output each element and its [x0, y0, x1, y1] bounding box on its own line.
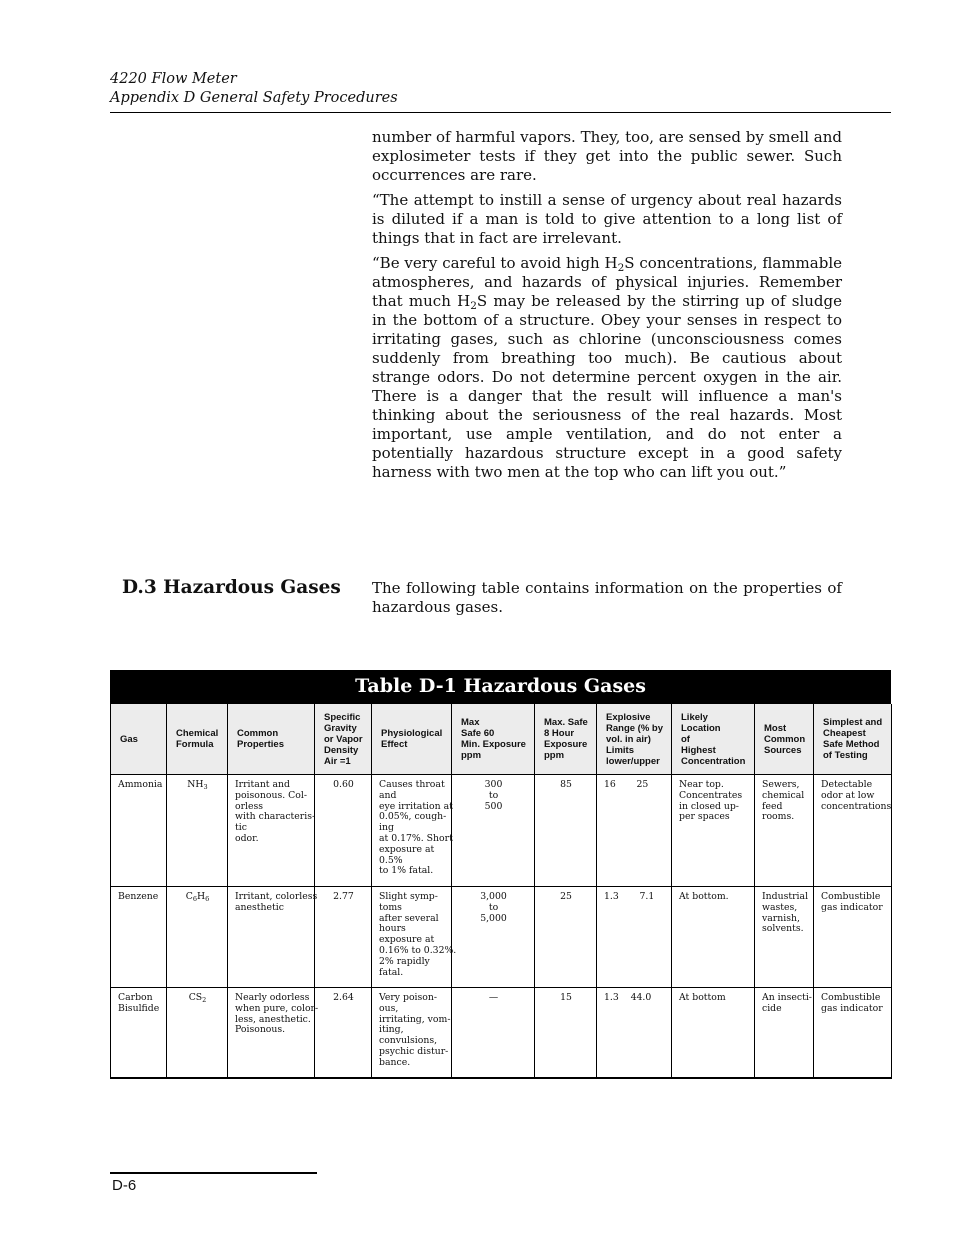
- cell-line: Specific: [324, 711, 361, 723]
- section-heading: D.3 Hazardous Gases: [122, 577, 341, 598]
- cell-gravity: 2.77: [315, 887, 372, 988]
- cell-explosive: 16 25: [597, 775, 672, 887]
- cell-line: vol. in air): [606, 733, 651, 745]
- cell-line: Nearly odorless: [235, 992, 310, 1003]
- hazardous-gases-table: [110, 670, 891, 1079]
- cell-line: Irritant, colorless: [235, 891, 318, 902]
- cell-max-60: [452, 775, 535, 887]
- table-row: [111, 988, 892, 1079]
- cell-line: Combustible: [821, 992, 881, 1003]
- cell-line: Cheapest: [823, 728, 866, 739]
- table-row: [111, 775, 892, 887]
- cell-line: per spaces: [679, 811, 730, 823]
- cell-line: feed: [762, 800, 783, 812]
- cell-line: Near top.: [679, 779, 724, 790]
- cell-line: Likely: [681, 711, 708, 723]
- paragraph-3: “Be very careful to avoid high $H_2S$ concentrations, flammable atmospheres, and hazards of physical injuries. Remember that much $H_2S$ may be released by the stirring up of sludge in the bottom of a structure. Obey your senses in respect to irritating gases, such as chlorine (unconsciousness comes suddenly from breathing too much). Be cautious about strange odors. Do not determine percent oxygen in the air. There is a danger that the result will influence a man's thinking about the seriousness of the real hazards. Most important, use ample ventilation, and do not enter a potentially hazardous structure except in a good safety harness with two men at the top who can lift you out.”: [372, 254, 842, 481]
- cell-line: to 1% fatal.: [379, 865, 434, 877]
- cell-line: 0.5%: [379, 854, 403, 866]
- cell-line: poisonous. Col-: [235, 789, 307, 801]
- cell-line: ppm: [544, 750, 565, 761]
- header-testing-method: [814, 704, 892, 775]
- cell-line: Limits: [606, 744, 634, 756]
- cell-line: varnish,: [762, 912, 800, 924]
- cell-sources: [755, 887, 814, 988]
- cell-line: Explosive: [606, 711, 651, 723]
- cell-location: [672, 887, 755, 988]
- cell-line: chemical: [762, 789, 805, 801]
- cell-line: Gas: [120, 733, 138, 745]
- header-gas: [111, 704, 167, 775]
- paragraph-2: “The attempt to instill a sense of urgency about real hazards is diluted if a man is told to give attention to a long list of things that in fact are irrelevant.: [372, 191, 842, 247]
- cell-line: exposure at: [379, 934, 435, 946]
- cell-location: [672, 988, 755, 1079]
- cell-explosive: 1.3 7.1: [597, 887, 672, 988]
- cell-line: Concentrates: [679, 789, 743, 801]
- cell-properties: [228, 887, 318, 988]
- cell-effect: [372, 988, 452, 1079]
- cell-max-8: 85: [535, 775, 597, 887]
- cell-gas: [111, 775, 167, 887]
- cell-line: at 0.17%. Short: [379, 832, 453, 844]
- cell-line: Range (% by: [606, 722, 664, 734]
- cell-sources: [755, 775, 814, 887]
- header-likely-location: [672, 704, 755, 775]
- cell-line: solvents.: [762, 923, 804, 935]
- cell-line: Max: [461, 717, 480, 728]
- cell-max-8: 25: [535, 887, 597, 988]
- cell-line: Industrial: [762, 891, 809, 902]
- cell-line: rooms.: [762, 811, 795, 823]
- cell-line: Effect: [381, 739, 408, 750]
- cell-line: gas indicator: [821, 1002, 883, 1014]
- cell-line: 300: [484, 779, 503, 790]
- cell-line: Max. Safe: [544, 717, 588, 728]
- cell-line: Irritant and: [235, 779, 290, 790]
- cell-properties: [228, 988, 319, 1079]
- table-title: Table D-1 Hazardous Gases: [110, 670, 891, 704]
- cell-line: tic: [235, 822, 247, 834]
- cell-max-8: 15: [535, 988, 597, 1079]
- cell-line: Concentration: [681, 755, 746, 767]
- cell-line: 2% rapidly: [379, 955, 430, 967]
- cell-line: 3,000: [480, 891, 507, 902]
- cell-line: Poisonous.: [235, 1024, 286, 1036]
- cell-line: An insecti-: [762, 992, 812, 1003]
- cell-line: 500: [484, 800, 503, 812]
- cell-line: with characteris-: [235, 811, 316, 823]
- cell-line: —: [488, 992, 499, 1003]
- cell-effect: [372, 775, 452, 887]
- cell-line: Simplest and: [823, 717, 883, 728]
- cell-sources: [755, 988, 814, 1079]
- cell-line: Physiological: [381, 728, 443, 739]
- cell-line: of: [681, 733, 690, 745]
- body-text: [372, 128, 842, 488]
- cell-line: of Testing: [823, 750, 868, 761]
- cell-line: Common: [764, 733, 806, 745]
- cell-testing: [814, 775, 892, 887]
- cell-line: odor at low: [821, 789, 875, 801]
- cell-line: in closed up-: [679, 800, 739, 812]
- cell-location: [672, 775, 755, 887]
- cell-line: hours: [379, 923, 406, 935]
- cell-gas: [111, 887, 167, 988]
- header-max-safe-60-min: [452, 704, 535, 775]
- cell-line: 0.05%, cough-: [379, 811, 447, 823]
- header-max-safe-8-hour: [535, 704, 597, 775]
- cell-line: psychic distur-: [379, 1045, 449, 1057]
- cell-gravity: 2.64: [315, 988, 372, 1079]
- cell-line: less, anesthetic.: [235, 1013, 311, 1025]
- cell-line: ppm: [461, 750, 482, 761]
- header-physiological-effect: [372, 704, 452, 775]
- page-number: D-6: [112, 1177, 137, 1194]
- header-specific-gravity: [315, 704, 372, 775]
- cell-line: when pure, color-: [235, 1002, 319, 1014]
- cell-line: Benzene: [118, 891, 159, 902]
- cell-line: anesthetic: [235, 901, 284, 913]
- cell-effect: [372, 887, 457, 988]
- header-common-sources: [755, 704, 814, 775]
- cell-line: irritating, vom-: [379, 1013, 451, 1025]
- cell-line: bance.: [379, 1056, 411, 1068]
- cell-explosive: 1.3 44.0: [597, 988, 672, 1079]
- cell-testing: [814, 988, 892, 1079]
- cell-line: Location: [681, 722, 721, 734]
- cell-line: Bisulfide: [118, 1002, 160, 1014]
- cell-line: to: [488, 901, 499, 913]
- cell-line: Safe 60: [461, 728, 495, 739]
- cell-line: lower/upper: [606, 755, 660, 767]
- header-chemical-formula: [167, 704, 228, 775]
- cell-line: orless: [235, 800, 264, 812]
- cell-line: Very poison-: [379, 992, 438, 1003]
- header-subtitle: Appendix D General Safety Procedures: [110, 90, 398, 106]
- cell-line: concentrations: [821, 800, 892, 812]
- cell-line: exposure at: [379, 843, 435, 855]
- paragraph-1: number of harmful vapors. They, too, are sensed by smell and explosimeter tests if they get into the public sewer. Such occurrences are rare.: [372, 128, 842, 184]
- cell-line: Carbon: [118, 992, 153, 1003]
- cell-line: Combustible: [821, 891, 881, 902]
- cell-line: toms: [379, 901, 402, 913]
- cell-line: odor.: [235, 832, 259, 844]
- cell-line: Exposure: [544, 739, 588, 750]
- table-row: [111, 887, 892, 988]
- cell-line: Air =1: [324, 755, 351, 767]
- cell-line: Chemical: [176, 728, 219, 739]
- section-intro-text: The following table contains information on the properties of hazardous gases.: [372, 579, 842, 616]
- cell-line: Causes throat: [379, 779, 445, 790]
- cell-line: convulsions,: [379, 1035, 438, 1047]
- cell-formula: $NH_3$: [167, 775, 228, 887]
- cell-testing: [814, 887, 892, 988]
- cell-line: ing: [379, 822, 394, 834]
- cell-line: 8 Hour: [544, 728, 575, 739]
- cell-line: 0.16% to 0.32%.: [379, 944, 457, 956]
- cell-max-60: [452, 988, 535, 1079]
- cell-formula: $CS_2$: [167, 988, 228, 1079]
- cell-line: Properties: [237, 739, 284, 750]
- cell-line: to: [488, 789, 499, 801]
- cell-line: wastes,: [762, 901, 798, 913]
- cell-line: Highest: [681, 744, 716, 756]
- cell-line: Density: [324, 744, 359, 756]
- cell-line: Formula: [176, 739, 214, 750]
- table-header-row: [111, 704, 892, 775]
- cell-line: Safe Method: [823, 739, 880, 750]
- cell-line: or Vapor: [324, 733, 363, 745]
- cell-line: Min. Exposure: [461, 739, 526, 750]
- cell-line: Sewers,: [762, 779, 800, 790]
- header-common-properties: [228, 704, 315, 775]
- cell-max-60: [452, 887, 535, 988]
- cell-line: iting,: [379, 1024, 404, 1036]
- cell-line: Gravity: [324, 722, 357, 734]
- header-explosive-range: [597, 704, 672, 775]
- header-title: 4220 Flow Meter: [110, 71, 237, 87]
- cell-line: Sources: [764, 744, 802, 756]
- cell-line: and: [379, 789, 397, 801]
- cell-line: At bottom: [679, 992, 726, 1003]
- cell-line: ous,: [379, 1002, 399, 1014]
- cell-formula: $C_6H_6$: [167, 887, 228, 988]
- cell-gravity: 0.60: [315, 775, 372, 887]
- cell-line: after several: [379, 912, 439, 924]
- cell-line: At bottom.: [679, 891, 729, 902]
- cell-line: Most: [764, 722, 787, 734]
- cell-line: gas indicator: [821, 901, 883, 913]
- cell-line: 5,000: [480, 912, 507, 924]
- cell-line: cide: [762, 1002, 782, 1014]
- cell-line: Slight symp-: [379, 891, 438, 902]
- footer-rule: [110, 1172, 317, 1174]
- cell-properties: [228, 775, 315, 887]
- cell-line: Detectable: [821, 779, 873, 790]
- running-header: [110, 70, 891, 113]
- cell-gas: [111, 988, 167, 1079]
- cell-line: Common: [237, 728, 279, 739]
- gas-table: [110, 704, 892, 1079]
- cell-line: Ammonia: [118, 779, 163, 790]
- cell-line: fatal.: [379, 966, 404, 978]
- cell-line: eye irritation at: [379, 800, 453, 812]
